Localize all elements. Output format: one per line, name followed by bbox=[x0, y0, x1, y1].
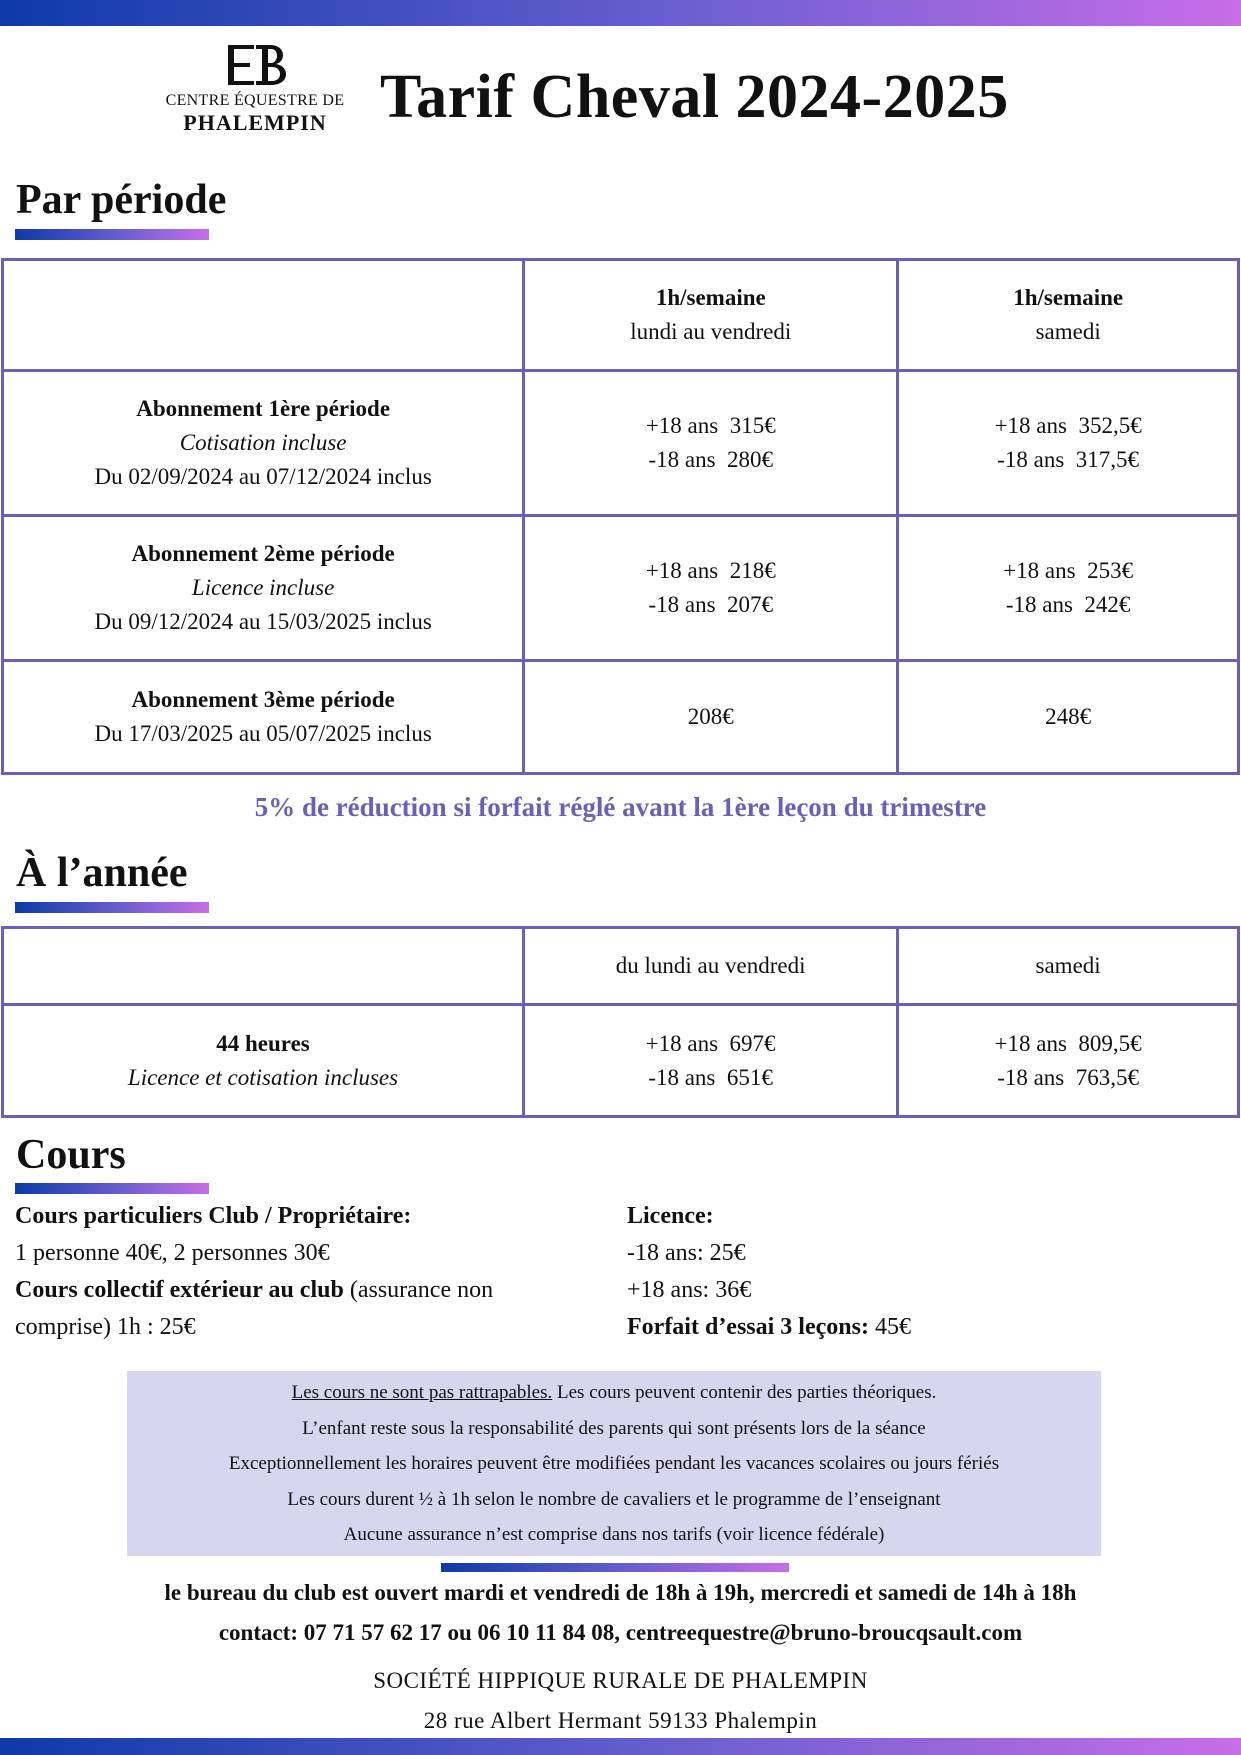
section-title-annee: À l’année bbox=[16, 850, 188, 896]
price-plus18: +18 ans 253€ bbox=[1003, 558, 1134, 583]
period-title: Abonnement 2ème période bbox=[131, 541, 395, 566]
empty-header-cell bbox=[3, 260, 524, 371]
notice-line: Aucune assurance n’est comprise dans nos tarifs (voir licence fédérale) bbox=[343, 1524, 885, 1545]
logo-name: PHALEMPIN bbox=[183, 110, 327, 135]
period-title: Abonnement 3ème période bbox=[131, 687, 395, 712]
early-payment-discount: 5% de réduction si forfait réglé avant la 1ère leçon du trimestre bbox=[254, 792, 987, 822]
price-minus18: -18 ans 242€ bbox=[1005, 592, 1131, 617]
rules-notice-box bbox=[127, 1371, 1101, 1556]
table-header-row bbox=[3, 260, 1239, 371]
page-title: Tarif Cheval 2024-2025 bbox=[380, 63, 1009, 131]
table-row bbox=[3, 516, 1239, 661]
price-cell-weekday bbox=[524, 516, 898, 661]
period-title: Abonnement 1ère période bbox=[136, 396, 391, 421]
period-label-cell bbox=[3, 371, 524, 516]
column-header-saturday bbox=[898, 260, 1239, 371]
section-underline bbox=[15, 229, 209, 240]
private-lessons-block bbox=[15, 1198, 595, 1346]
column-header-line2: samedi bbox=[1035, 319, 1101, 344]
column-header-line2: lundi au vendredi bbox=[630, 319, 792, 344]
price-minus18: -18 ans 280€ bbox=[648, 447, 774, 472]
notice-underlined: Les cours ne sont pas rattrapables. bbox=[291, 1382, 553, 1403]
notice-line bbox=[127, 1375, 1101, 1411]
price-cell-weekday bbox=[524, 371, 898, 516]
price-plus18: +18 ans 809,5€ bbox=[994, 1030, 1142, 1056]
logo-monogram bbox=[220, 42, 290, 88]
period-dates: Du 02/09/2024 au 07/12/2024 inclus bbox=[94, 464, 432, 489]
licence-minus18: -18 ans: 25€ bbox=[627, 1240, 746, 1266]
contact-info: contact: 07 71 57 62 17 ou 06 10 11 84 08, centreequestre@bruno-broucqsault.com bbox=[218, 1620, 1023, 1645]
price-cell-saturday bbox=[898, 516, 1239, 661]
yearly-price-table bbox=[1, 926, 1240, 1118]
period-price-table bbox=[1, 258, 1240, 775]
office-hours: le bureau du club est ouvert mardi et vendredi de 18h à 19h, mercredi et samedi de 14h à 18h bbox=[164, 1580, 1077, 1605]
period-label-cell bbox=[3, 661, 524, 774]
yearly-label-cell bbox=[3, 1005, 524, 1117]
price-plus18: +18 ans 218€ bbox=[645, 558, 776, 583]
price-cell-saturday: 248€ bbox=[898, 661, 1239, 774]
licence-plus18: +18 ans: 36€ bbox=[627, 1277, 752, 1303]
period-note: Licence incluse bbox=[191, 575, 335, 600]
top-gradient-bar bbox=[0, 0, 1241, 26]
bottom-gradient-bar bbox=[0, 1738, 1241, 1755]
section-title-par-periode: Par période bbox=[16, 177, 227, 223]
price-minus18: -18 ans 317,5€ bbox=[997, 447, 1140, 472]
club-logo bbox=[160, 42, 350, 136]
table-row bbox=[3, 1005, 1239, 1117]
period-dates: Du 09/12/2024 au 15/03/2025 inclus bbox=[94, 609, 432, 634]
trial-package-line bbox=[627, 1309, 1147, 1346]
notice-line: L’enfant reste sous la responsabilité des parents qui sont présents lors de la séance bbox=[302, 1417, 926, 1439]
price-minus18: -18 ans 651€ bbox=[648, 1064, 773, 1090]
society-address: 28 rue Albert Hermant 59133 Phalempin bbox=[423, 1708, 818, 1733]
group-lessons-line bbox=[15, 1272, 595, 1346]
price-plus18: +18 ans 315€ bbox=[645, 413, 776, 438]
price-cell-saturday bbox=[898, 1005, 1239, 1117]
empty-header-cell bbox=[3, 928, 524, 1005]
column-header-weekday bbox=[524, 260, 898, 371]
column-header-saturday: samedi bbox=[898, 928, 1239, 1005]
period-note: Cotisation incluse bbox=[179, 430, 347, 455]
logo-subtitle: CENTRE ÉQUESTRE DE bbox=[165, 92, 345, 109]
price-plus18: +18 ans 352,5€ bbox=[994, 413, 1142, 438]
trial-package-label: Forfait d’essai 3 leçons: bbox=[627, 1314, 869, 1340]
table-row bbox=[3, 661, 1239, 774]
notice-text: Les cours peuvent contenir des parties théoriques. bbox=[552, 1382, 937, 1403]
notice-line: Exceptionnellement les horaires peuvent être modifiées pendant les vacances scolaires ou jours fériés bbox=[228, 1453, 1000, 1474]
price-cell-weekday: 208€ bbox=[524, 661, 898, 774]
section-underline bbox=[15, 902, 209, 913]
group-lessons-label: Cours collectif extérieur au club bbox=[15, 1277, 344, 1303]
yearly-note: Licence et cotisation incluses bbox=[127, 1064, 399, 1090]
price-minus18: -18 ans 763,5€ bbox=[997, 1064, 1140, 1090]
column-header-line1: 1h/semaine bbox=[655, 285, 766, 310]
group-lessons-text: (assurance non comprise) 1h : 25€ bbox=[15, 1277, 494, 1340]
table-row bbox=[3, 371, 1239, 516]
table-header-row bbox=[3, 928, 1239, 1005]
price-plus18: +18 ans 697€ bbox=[645, 1030, 776, 1056]
period-label-cell bbox=[3, 516, 524, 661]
licence-label: Licence: bbox=[627, 1203, 714, 1229]
section-underline bbox=[15, 1183, 209, 1194]
price-cell-weekday bbox=[524, 1005, 898, 1117]
footer-divider bbox=[441, 1563, 789, 1572]
yearly-title: 44 heures bbox=[216, 1030, 310, 1056]
section-title-cours: Cours bbox=[16, 1132, 126, 1178]
notice-line: Les cours durent ½ à 1h selon le nombre de cavaliers et le programme de l’enseignant bbox=[287, 1488, 941, 1510]
eb-monogram-icon bbox=[220, 42, 290, 88]
column-header-line1: 1h/semaine bbox=[1013, 285, 1124, 310]
price-minus18: -18 ans 207€ bbox=[648, 592, 774, 617]
column-header-weekday: du lundi au vendredi bbox=[524, 928, 898, 1005]
licence-block bbox=[627, 1198, 1147, 1346]
price-cell-saturday bbox=[898, 371, 1239, 516]
private-lessons-price: 1 personne 40€, 2 personnes 30€ bbox=[15, 1240, 330, 1266]
private-lessons-label: Cours particuliers Club / Propriétaire: bbox=[15, 1203, 412, 1229]
period-dates: Du 17/03/2025 au 05/07/2025 inclus bbox=[94, 721, 432, 746]
trial-package-price: 45€ bbox=[868, 1314, 911, 1340]
society-name: SOCIÉTÉ HIPPIQUE RURALE DE PHALEMPIN bbox=[373, 1668, 868, 1693]
